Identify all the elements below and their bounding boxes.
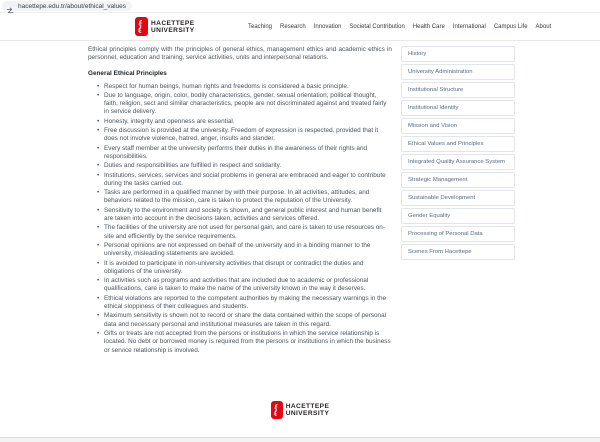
- list-item: • Institutions, services, services and social problems in general are embraced and eager to contribute during the tasks carried out.: [97, 172, 392, 189]
- list-item: • Personal opinions are not expressed on behalf of the university and in a binding manner to the university, misleading statements are avoided.: [97, 242, 392, 259]
- list-item: • Free discussion is provided at the university. Freedom of expression is respected, provided that it does not involve violence, hatred, anger, insults and slander.: [97, 127, 392, 144]
- hacettepe-emblem-icon: [135, 17, 148, 36]
- article-content: [88, 46, 392, 356]
- footer-logo-line1: HACETTEPE: [285, 403, 330, 410]
- about-sidebar: [401, 46, 515, 356]
- ethical-principles-list: [88, 83, 392, 355]
- sidebar-item-integrated-quality[interactable]: Integrated Quality Assurance System: [401, 154, 515, 170]
- list-item: • Sensitivity to the environment and society is shown, and general public interest and human benefit are taken into account in the decisions taken, activities and services offered.: [97, 207, 392, 224]
- footer-logo-text: [286, 403, 330, 417]
- list-item: • It is avoided to participate in non-university activities that disrupt or contradict the duties and obligations of the university.: [97, 260, 392, 277]
- site-footer: [0, 401, 600, 419]
- sidebar-item-personal-data[interactable]: Processing of Personal Data: [401, 226, 515, 242]
- section-heading: General Ethical Principles: [88, 69, 167, 77]
- list-item: • Ethical violations are reported to the competent authorities by making the necessary warnings in the ethical sloppiness of their colleagues and students.: [97, 295, 392, 312]
- footer-logo-line2: UNIVERSITY: [285, 410, 330, 417]
- sidebar-item-history[interactable]: History: [401, 46, 515, 62]
- sidebar-item-institutional-structure[interactable]: Institutional Structure: [401, 82, 515, 98]
- sidebar-item-institutional-identity[interactable]: Institutional Identity: [401, 100, 515, 116]
- list-item: • Duties and responsibilities are fulfilled in respect and solidarity.: [97, 162, 392, 170]
- nav-item-international[interactable]: International: [452, 23, 486, 30]
- logo-line1: HACETTEPE: [151, 19, 195, 27]
- list-item: • Tasks are performed in a qualified manner by with their purpose. In all activities, attitudes, and behaviors related to the mission, care is taken to protect the reputation of the University.: [97, 189, 392, 206]
- nav-item-innovation[interactable]: Innovation: [313, 23, 342, 30]
- main-area: [0, 41, 600, 356]
- sidebar-item-ethical-values[interactable]: Ethical Values and Principles: [401, 136, 515, 152]
- nav-item-research[interactable]: Research: [280, 23, 306, 30]
- sidebar-item-strategic-management[interactable]: Strategic Management: [401, 172, 515, 188]
- site-header: [0, 13, 600, 41]
- list-item: • Maximum sensitivity is shown not to record or share the data contained within the scope of personal data and necessary personal and institutional measures are taken in this regard.: [97, 312, 392, 329]
- list-item: • Honesty, integrity and openness are essential.: [97, 118, 392, 126]
- sidebar-item-scenes-from-hacettepe[interactable]: Scenes From Hacettepe: [401, 244, 515, 260]
- nav-item-teaching[interactable]: Teaching: [248, 23, 273, 30]
- nav-item-societal-contribution[interactable]: Societal Contribution: [349, 23, 405, 30]
- list-item: • The facilities of the university are not used for personal gain, and care is taken to use resources on-site and efficiently by the service requirements.: [97, 224, 392, 241]
- hacettepe-emblem-icon: [271, 401, 283, 419]
- nav-item-about[interactable]: About: [535, 23, 552, 30]
- header-logo[interactable]: [135, 17, 195, 36]
- footer-logo[interactable]: [271, 401, 330, 419]
- url-field[interactable]: [2, 1, 132, 11]
- logo-line2: UNIVERSITY: [151, 26, 195, 34]
- list-item: • Gifts or treats are not accepted from the persons or institutions in which the service relationship is located. No debt or borrowed money is required from the persons or institutions in which the business or service relationship is involved.: [97, 330, 392, 355]
- url-text[interactable]: hacettepe.edu.tr/about/ethical_values: [18, 2, 127, 10]
- list-item: • Respect for human beings, human rights and freedoms is considered a basic principle.: [97, 83, 392, 91]
- sidebar-item-mission-and-vision[interactable]: Mission and Vision: [401, 118, 515, 134]
- header-logo-text: [151, 20, 195, 34]
- nav-item-campus-life[interactable]: Campus Life: [493, 23, 528, 30]
- main-nav: [248, 13, 551, 40]
- footer-bottom-strip: [0, 437, 600, 442]
- list-item: • In activities such as programs and activities that are included due to academic or professional qualifications, care is taken to make the name of the university known in the way it deserves.: [97, 277, 392, 294]
- sidebar-item-university-administration[interactable]: University Administration: [401, 64, 515, 80]
- browser-address-bar: [0, 0, 600, 13]
- intro-paragraph: Ethical principles comply with the principles of general ethics, management ethics and academic ethics in personnel, education and training, service activities, units and interpersonal relations.: [88, 46, 392, 62]
- list-item: • Every staff member at the university performs their duties in the awareness of their rights and responsibilities.: [97, 145, 392, 162]
- list-item: • Due to language, origin, color, bodily characteristics, gender, sexual orientation, political thought, faith, religion, sect and similar characteristics, people are not discriminated against and treated fairly in service delivery.: [97, 92, 392, 117]
- tab-switch-icon[interactable]: [6, 2, 14, 10]
- sidebar-item-gender-equality[interactable]: Gender Equality: [401, 208, 515, 224]
- nav-item-health-care[interactable]: Health Care: [412, 23, 445, 30]
- sidebar-item-sustainable-development[interactable]: Sustainable Development: [401, 190, 515, 206]
